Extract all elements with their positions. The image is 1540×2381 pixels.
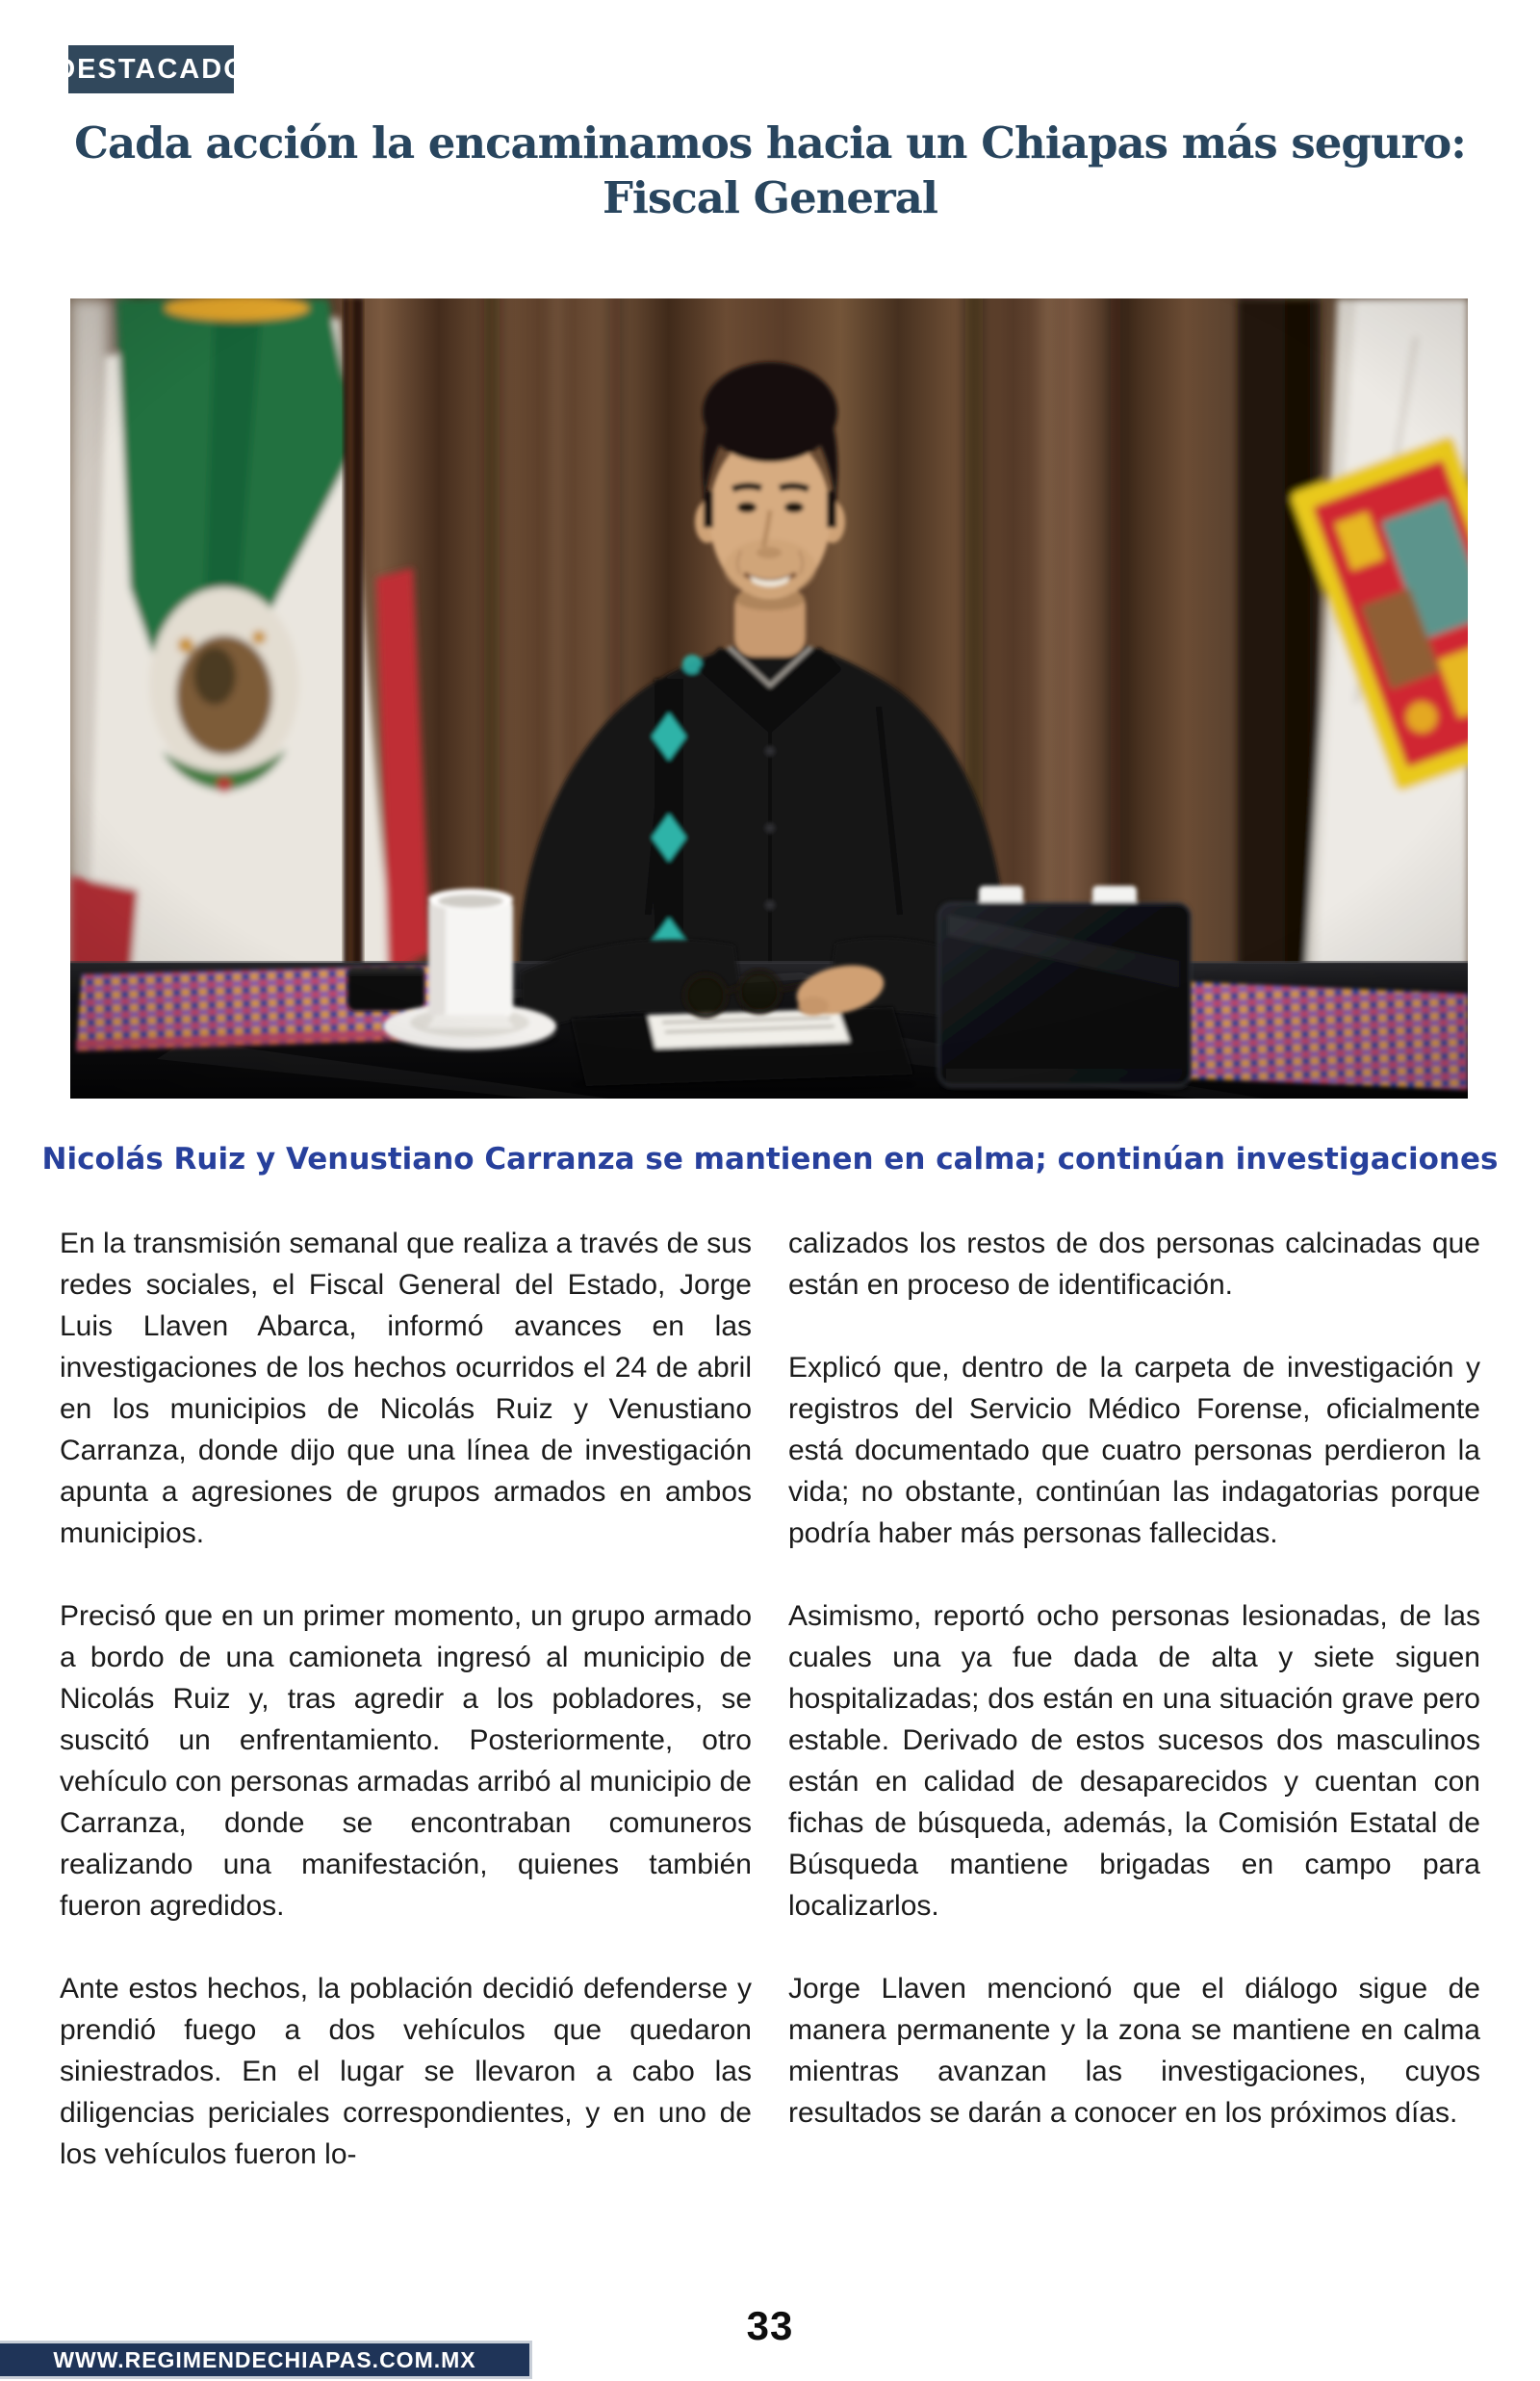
body-paragraph: Jorge Llaven mencionó que el diálogo sigue de manera permanente y la zona se mantiene en calma mientras avanzan las investigaciones, cuyos resultados se darán a conocer en los próximos días. [788, 1973, 1480, 2129]
footer-bar [0, 2341, 532, 2379]
page-number: 33 [746, 2303, 794, 2348]
body-paragraph: Explicó que, dentro de la carpeta de investigación y registros del Servicio Médico Forense, oficialmente está documentado que cuatro personas perdieron la vida; no obstante, continúan las indagatorias porque podría haber más personas fallecidas. [788, 1352, 1480, 1549]
body-paragraph: Ante estos hechos, la población decidió defenderse y prendió fuego a dos vehículos que quedaron siniestrados. En el lugar se llevaron a cabo las diligencias periciales correspondientes, y en uno de los vehículos fueron lo- [60, 1973, 752, 2170]
section-badge: DESTACADO [68, 45, 234, 93]
body-paragraph: Asimismo, reportó ocho personas lesionadas, de las cuales una ya fue dada de alta y siete siguen hospitalizadas; dos están en una situación grave pero estable. Derivado de estos sucesos dos masculinos están en calidad de desaparecidos y cuentan con fichas de búsqueda, además, la Comisión Estatal de Búsqueda mantiene brigadas en campo para localizarlos. [788, 1600, 1480, 1922]
body-paragraph: calizados los restos de dos personas calcinadas que están en proceso de identificación. [788, 1228, 1480, 1301]
body-column-right [788, 1223, 1480, 2175]
article-photo-illustration [70, 298, 1468, 1099]
body-column-left [60, 1223, 752, 2175]
article-body [60, 1223, 1480, 2175]
body-paragraph: En la transmisión semanal que realiza a través de sus redes sociales, el Fiscal General del Estado, Jorge Luis Llaven Abarca, informó avances en las investigaciones de los hechos ocurridos el 24 de abril en los municipios de Nicolás Ruiz y Venustiano Carranza, donde dijo que una línea de investigación apunta a agresiones de grupos armados en ambos municipios. [60, 1228, 752, 1549]
article-photo [70, 298, 1468, 1099]
photo-vignette [70, 298, 1468, 1099]
article-subheadline: Nicolás Ruiz y Venustiano Carranza se mantienen en calma; continúan investigaciones [41, 1142, 1499, 1177]
footer-url: WWW.REGIMENDECHIAPAS.COM.MX [53, 2346, 476, 2372]
article-headline: Cada acción la encaminamos hacia un Chiapas más seguro: Fiscal General [74, 117, 1466, 223]
body-paragraph: Precisó que en un primer momento, un grupo armado a bordo de una camioneta ingresó al municipio de Nicolás Ruiz y, tras agredir a los pobladores, se suscitó un enfrentamiento. Posteriormente, otro vehículo con personas armadas arribó al municipio de Carranza, donde se encontraban comuneros realizando una manifestación, quienes también fueron agredidos. [60, 1600, 752, 1922]
